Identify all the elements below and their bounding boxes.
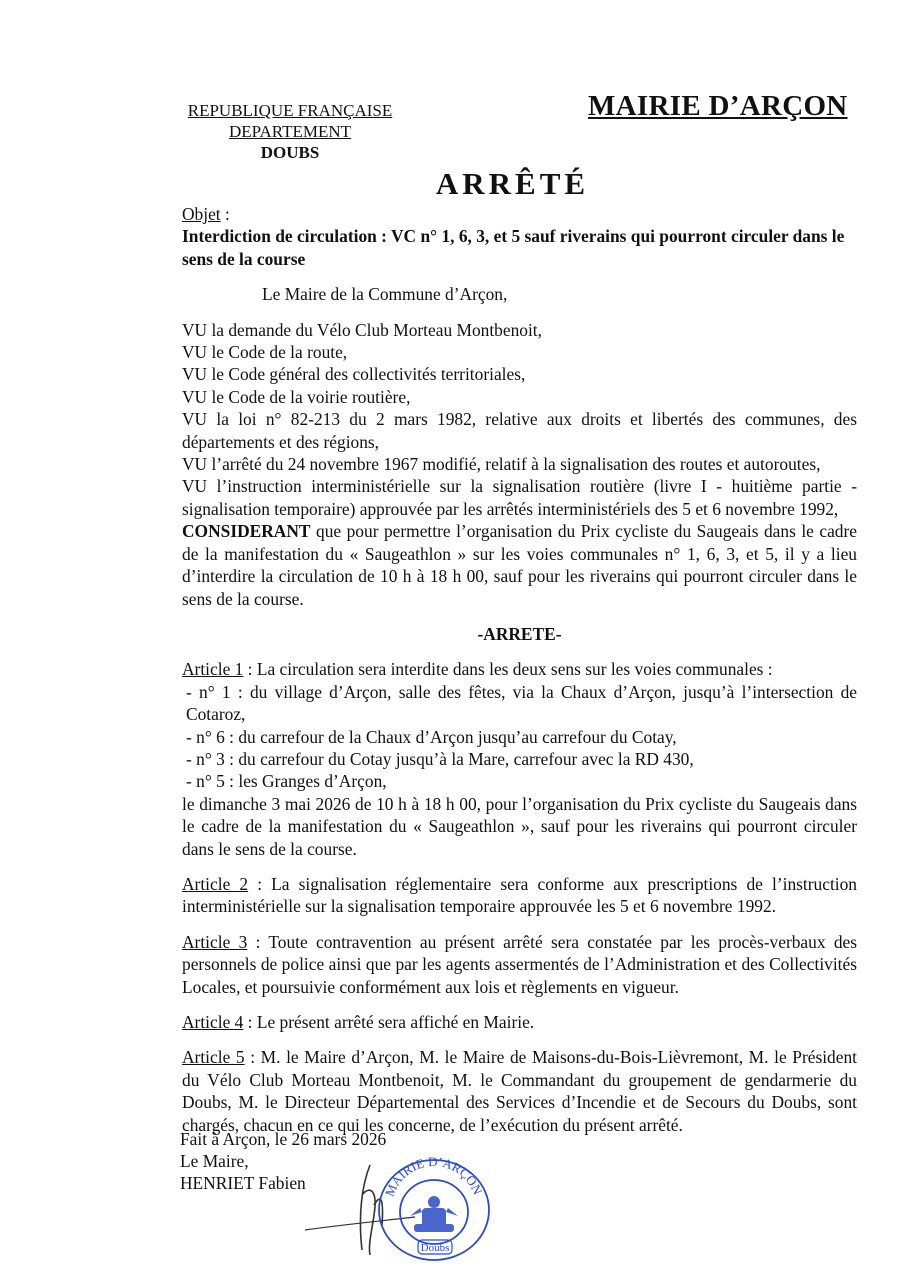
seal-emblem — [410, 1196, 458, 1232]
article-4-text: : Le présent arrêté sera affiché en Mairie. — [243, 1012, 535, 1032]
article-1-item: - n° 6 : du carrefour de la Chaux d’Arçon jusqu’au carrefour du Cotay, — [186, 726, 677, 747]
article-1-text: : La circulation sera interdite dans les deux sens sur les voies communales : — [243, 659, 773, 680]
objet-label: Objet — [182, 204, 221, 224]
article-1-end: le dimanche 3 mai 2026 de 10 h à 18 h 00, pour l’organisation du Prix cycliste du Saugeais dans le cadre de la manifestation du « Saugeathlon », sauf pour les riverains qui pourront circuler dans le sens de la course. — [182, 793, 857, 859]
republic-label: REPUBLIQUE FRANÇAISE — [187, 101, 393, 120]
vu-line: VU le Code de la voirie routière, — [182, 386, 411, 407]
vu-line: VU la loi n° 82-213 du 2 mars 1982, relative aux droits et libertés des communes, des départements et des régions, — [182, 409, 857, 452]
considerant-paragraph — [182, 520, 857, 610]
article-5-label: Article 5 — [182, 1047, 245, 1068]
intro-line: Le Maire de la Commune d’Arçon, — [262, 284, 508, 305]
article-3-text: : Toute contravention au présent arrêté sera constatée par les procès-verbaux des personnels de police ainsi que par les agents assermentés de l’Administration et des Collectivités Locales, et poursuivie conformément aux lois et règlements en vigueur. — [182, 931, 858, 997]
article-1-intro — [182, 658, 857, 680]
article-4 — [182, 1011, 857, 1033]
mairie-title: MAIRIE D’ARÇON — [588, 90, 848, 122]
article-2-text: : La signalisation réglementaire sera conforme aux prescriptions de l’instruction interministérielle sur la signalisation temporaire approuvée les 5 et 6 novembre 1992. — [182, 873, 857, 917]
signer-role: Le Maire, — [180, 1151, 249, 1171]
mairie-seal-stamp — [370, 1150, 495, 1265]
place-date: Fait à Arçon, le 26 mars 2026 — [180, 1129, 387, 1149]
vu-line: VU le Code de la route, — [182, 342, 348, 363]
article-2-label: Article 2 — [182, 873, 249, 894]
vu-line: VU l’instruction interministérielle sur la signalisation routière (livre I - huitième partie - signalisation temporaire) approuvée par les arrêtés interministériels des 5 et 6 novembre 1992, — [182, 476, 857, 519]
arrete-heading: -ARRETE- — [477, 623, 562, 644]
objet-text: Interdiction de circulation : VC n° 1, 6, 3, et 5 sauf riverains qui pourront circuler dans le sens de la course — [182, 226, 845, 269]
article-5-text: : M. le Maire d’Arçon, M. le Maire de Maisons-du-Bois-Lièvremont, M. le Président du Vélo Club Morteau Montbenoit, M. le Commandant du groupement de gendarmerie du Doubs, M. le Directeur Départemental des Services d’Incendie et de Secours du Doubs, sont chargés, chacun en ce qui les concerne, de l’exécution du présent arrêté. — [182, 1047, 857, 1135]
seal-bottom-text: Doubs — [420, 1242, 450, 1254]
article-3-label: Article 3 — [182, 931, 248, 952]
article-3 — [182, 931, 857, 998]
vu-line: VU le Code général des collectivités territoriales, — [182, 364, 526, 385]
considerant-text: que pour permettre l’organisation du Prix cycliste du Saugeais dans le cadre de la manifestation du « Saugeathlon » sur les voies communales n° 1, 6, 3, et 5, il y a lieu d’interdire la circulation de 10 h à 18 h 00, sauf pour les riverains qui pourront circuler dans le sens de la course. — [182, 521, 857, 609]
document-title: ARRÊTÉ — [435, 166, 590, 201]
article-1-label: Article 1 — [182, 659, 244, 680]
document-body — [182, 203, 857, 1136]
departement-name: DOUBS — [260, 143, 320, 162]
article-1-item: - n° 3 : du carrefour du Cotay jusqu’à la Mare, carrefour avec la RD 430, — [186, 748, 694, 769]
article-2 — [182, 873, 857, 918]
objet-colon: : — [220, 204, 230, 224]
article-4-label: Article 4 — [182, 1012, 244, 1032]
article-5 — [182, 1046, 857, 1136]
considerant-label: CONSIDERANT — [182, 521, 311, 542]
article-1-item: - n° 5 : les Granges d’Arçon, — [186, 771, 387, 792]
article-1-item: - n° 1 : du village d’Arçon, salle des fêtes, via la Chaux d’Arçon, jusqu’à l’intersection de Cotaroz, — [186, 681, 857, 725]
objet-line — [182, 203, 857, 225]
departement-label: DEPARTEMENT — [228, 122, 352, 141]
vu-line: VU l’arrêté du 24 novembre 1967 modifié, relatif à la signalisation des routes et autoroutes, — [182, 454, 821, 475]
signer-name: HENRIET Fabien — [180, 1173, 306, 1193]
header-left-block — [180, 100, 400, 163]
vu-line: VU la demande du Vélo Club Morteau Montbenoit, — [182, 319, 542, 340]
seal-top-text: MAIRIE D’ARÇON — [381, 1153, 486, 1199]
